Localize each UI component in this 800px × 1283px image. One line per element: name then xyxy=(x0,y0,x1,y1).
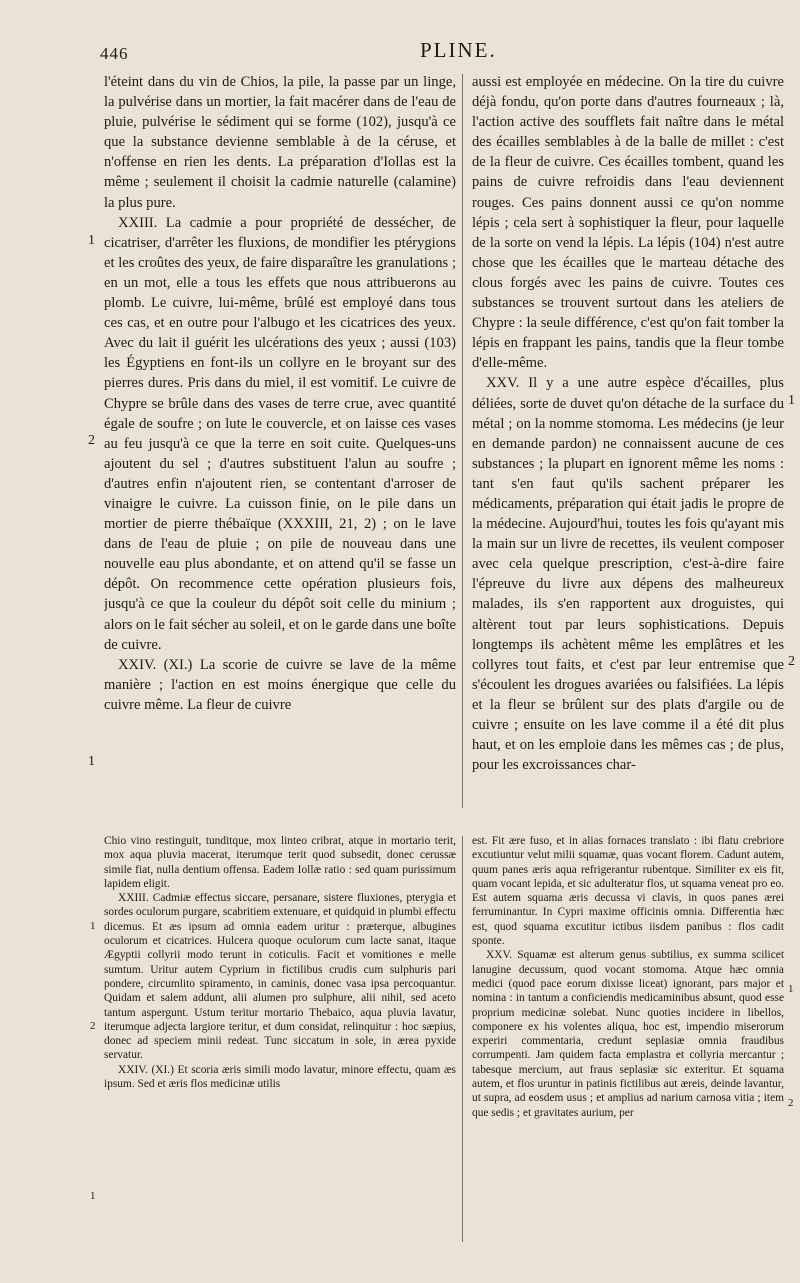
page-header xyxy=(0,34,800,64)
margin-number: 2 xyxy=(88,433,95,448)
paragraph: XXIII. Cadmiæ effectus siccare, persanare, sistere fluxiones, pterygia et sordes oculorum purgare, scabritiem extenuare, et quidquid in plumbi effectu dicemus. Et æs ipsum ad omnia eadem uritur : præterque, albugines oculorum et cicatrices. Hulcera quoque oculorum cum lacte sanat, itaque Ægyptii collyrii modo terunt in coticulis. Facit et vomitiones e melle sumtum. Uritur autem Cyprium in fictilibus crudis cum sulphuris pari pondere, circumlito spiramento, in caminis, donec vasa ipsa percoquantur. Quidam et salem addunt, alii alumen pro sulphure, alii nihil, sed aceto tantum aspergunt. Ustum teritur mortario Thebaico, aqua pluvia lavatur, iterumque adjecta largiore teritur, et dum considat, relinquitur : hoc sæpius, donec ad speciem minii redeat. Tunc siccatum in sole, in ærea pyxide servatur. xyxy=(104,892,456,1062)
paragraph: XXIV. (XI.) Et scoria æris simili modo lavatur, minore effectu, quam æs ipsum. Sed et æris flos medicinæ utilis xyxy=(104,1063,456,1091)
margin-number: 2 xyxy=(788,1097,794,1109)
margin-number: 1 xyxy=(88,233,95,248)
margin-number: 1 xyxy=(90,920,96,932)
paragraph: aussi est employée en médecine. On la tire du cuivre déjà fondu, qu'on porte dans d'autres fourneaux ; là, l'action active des soufflets fait naître dans le métal des écailles semblables à de la balle de millet : c'est de la fleur de cuivre. Ces écailles tombent, quand les pains de cuivre refroidis dans l'eau deviennent rouges. Ces pains donnent aussi ce qu'on nomme lépis ; cela sert à sophistiquer la fleur, pour laquelle de la sorte on vend la lépis. La lépis (104) n'est autre chose que les écailles que le marteau détache des clous forgés avec les pains de cuivre. Toutes ces substances se trouvent surtout dans les ateliers de Chypre : la seule différence, c'est qu'on fait tomber la lépis en frappant les pains, tandis que la fleur tombe d'elle-même. xyxy=(472,74,784,372)
paragraph: XXV. Squamæ est alterum genus subtilius, ex summa scilicet lanugine decussum, quod vocant stomoma. Atque hæc omnia medici (quod pace eorum dixisse liceat) ignorant, pars major et nomina : in tantum a conficiendis medicaminibus absunt, quod esse proprium medicinæ solebat. Nunc quoties incidere in libellos, componere ex his volentes aliqua, hoc est, impendio miserorum experiri commentaria, credunt seplasiæ omnia fraudibus corrumpenti. Jam quidem facta emplastra et collyria mercantur ; tabesque mercium, aut fraus seplasiæ sic exteritur. Et squama autem, et flos uruntur in patinis fictilibus aut æreis, deinde lavantur, ut supra, ad eosdem usus ; et amplius ad narium carnosa vitia ; item que sedis ; et gravitates aurium, per xyxy=(472,949,784,1119)
margin-number: 1 xyxy=(88,754,95,769)
column-divider-latin xyxy=(462,836,463,1242)
running-title: PLINE. xyxy=(420,38,497,62)
margin-number: 1 xyxy=(788,393,795,408)
latin-left-column xyxy=(104,834,456,1254)
margin-number: 2 xyxy=(788,654,795,669)
paragraph: XXV. Il y a une autre espèce d'écailles, plus déliées, sorte de duvet qu'on détache de la surface du métal ; on la nomme stomoma. Les médecins (je leur en demande pardon) ne connaissent aucune de ces substances ; la plupart en ignorent même les noms : tant s'en faut qu'ils sachent préparer les médicaments, préparation qui était jadis le propre de la médecine. Aujourd'hui, toutes les fois qu'ayant mis la main sur un livre de recettes, ils veulent composer avec cela quelque prescription, c'est-à-dire faire l'épreuve du livre aux dépens des malheureux malades, ils s'en rapportent aux droguistes, qui altèrent tout par leurs sophistications. Depuis longtemps ils achètent même les emplâtres et les collyres tout faits, et c'est par leur entremise que s'écoulent les drogues avariées ou falsifiées. La lépis et la fleur se brûlent sur des plats d'argile ou de cuivre ; ensuite on les lave comme il a été dit plus haut, et on les emploie dans les mêmes cas ; de plus, pour les excroissances char- xyxy=(472,375,784,774)
paragraph: Chio vino restinguit, tunditque, mox linteo cribrat, atque in mortario terit, mox aqua pluvia macerat, iterumque terit quod subsedit, donec cerussæ simile fiat, nulla dentium offensa. Eadem Iollæ ratio : sed quam purissimum lapidem eligit. xyxy=(104,835,456,890)
column-divider xyxy=(462,74,463,808)
paragraph: est. Fit ære fuso, et in alias fornaces translato : ibi flatu crebriore excutiuntur velut milii squamæ, quas vocant florem. Cadunt autem, quum panes æris aqua refrigerantur rubentque. Similiter ex eis fit, quam vocant lepida, et sic adulteratur flos, ut squama veneat pro eo. Est autem squama æris decussa vi clavis, in quos panes ærei ferruminantur. In Cypri maxime officinis omnia. Differentia hæc est, quod squama excutitur ictibus iisdem panibus : flos cadit sponte. xyxy=(472,835,784,948)
paragraph: l'éteint dans du vin de Chios, la pile, la passe par un linge, la pulvérise dans un mortier, la fait macérer dans de l'eau de pluie, pulvérise le sédiment qui se forme (102), jusqu'à ce que la substance devienne semblable à de la céruse, et n'offense en rien les dents. La préparation d'Iollas est la même ; seulement il choisit la cadmie naturelle (calamine) la plus pure. xyxy=(104,74,456,211)
margin-number: 1 xyxy=(90,1190,96,1202)
paragraph: XXIV. (XI.) La scorie de cuivre se lave de la même manière ; l'action en est moins énergique que celle du cuivre même. La fleur de cuivre xyxy=(104,656,456,713)
latin-right-column xyxy=(472,834,784,1254)
french-right-column xyxy=(472,72,784,812)
paragraph: XXIII. La cadmie a pour propriété de dessécher, de cicatriser, d'arrêter les fluxions, de mondifier les ptérygions et les croûtes des yeux, de faire disparaître les granulations ; en un mot, elle a tous les effets que nous attribuerons au plomb. Le cuivre, lui-même, brûlé est employé dans tous ces cas, et en outre pour l'albugo et les cicatrices des yeux. Avec du lait il guérit les ulcérations des yeux ; aussi (103) les Égyptiens en font-ils un collyre en le broyant sur des pierres dures. Pris dans du miel, il est vomitif. Le cuivre de Chypre se brûle dans des vases de terre crue, avec quantité égale de soufre ; on lute le couvercle, et on laisse ces vases au feu jusqu'à ce que la terre en soit cuite. Quelques-uns ajoutent du sel ; d'autres substituent l'alun au soufre ; d'autres enfin n'ajoutent rien, se contentant d'arroser de vinaigre le cuivre. La cuisson finie, on le pile dans un mortier de pierre thébaïque (XXXIII, 21, 2) ; on le lave dans de l'eau de pluie ; on pile de nouveau dans une nouvelle eau plus abondante, et on attend qu'il se fasse un dépôt. On recommence cette opération plusieurs fois, jusqu'à ce que la couleur du dépôt soit celle du minium ; alors on le fait sécher au soleil, et on le garde dans une boîte de cuivre. xyxy=(104,214,456,653)
margin-number: 1 xyxy=(788,983,794,995)
french-left-column xyxy=(104,72,456,812)
margin-number: 2 xyxy=(90,1020,96,1032)
page-number: 446 xyxy=(100,44,129,63)
